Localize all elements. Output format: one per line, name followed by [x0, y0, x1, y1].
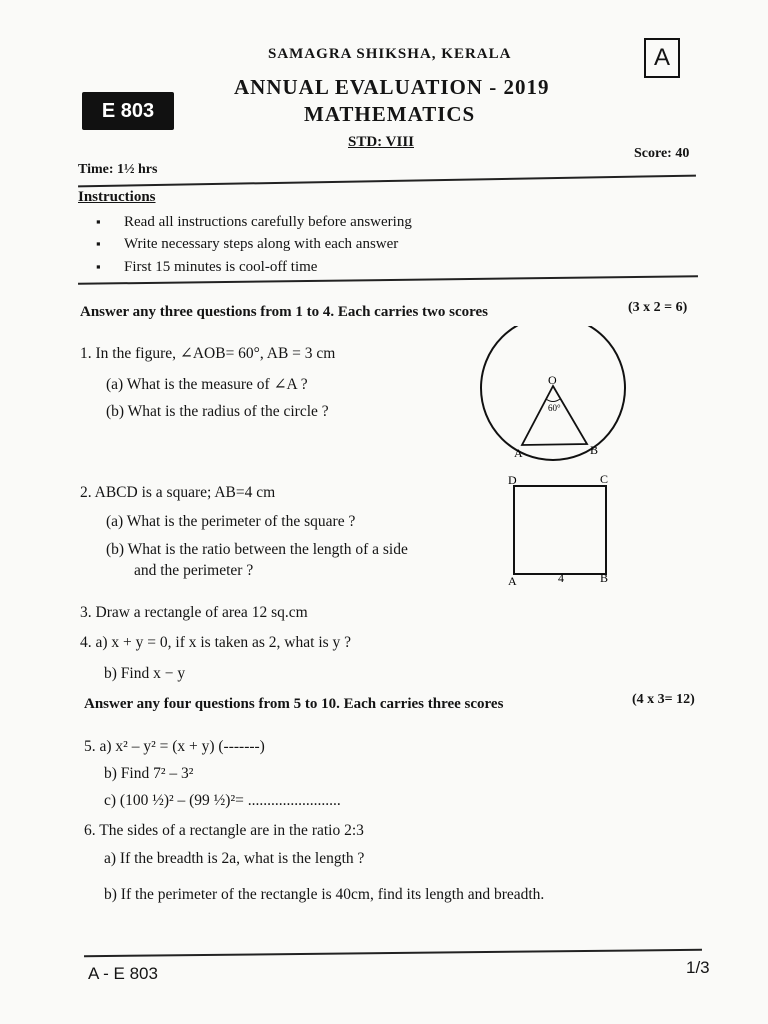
exam-title: ANNUAL EVALUATION - 2019 — [234, 75, 550, 99]
footer-paper-code: A - E 803 — [88, 964, 158, 983]
q5-part-c: c) (100 ½)² – (99 ½)²= ........................ — [104, 792, 341, 809]
q2-stem: 2. ABCD is a square; AB=4 cm — [80, 484, 276, 501]
circle-outline — [481, 326, 625, 460]
subject-title: MATHEMATICS — [304, 102, 476, 126]
q1-stem: 1. In the figure, ∠AOB= 60°, AB = 3 cm — [80, 345, 336, 362]
standard-label: STD: VIII — [348, 134, 414, 150]
q4-part-a: 4. a) x + y = 0, if x is taken as 2, what is y ? — [80, 634, 352, 651]
label-a: A — [508, 574, 517, 588]
instruction-item — [98, 236, 398, 253]
label-b: B — [590, 443, 599, 457]
q1-part-b: (b) What is the radius of the circle ? — [106, 403, 329, 420]
q5-part-b: b) Find 7² – 3² — [104, 765, 194, 782]
instruction-text: Write necessary steps along with each answer — [124, 236, 399, 252]
instructions-heading: Instructions — [78, 189, 156, 205]
q6-stem: 6. The sides of a rectangle are in the ratio 2:3 — [84, 822, 364, 839]
section2-heading: Answer any four questions from 5 to 10. Each carries three scores — [84, 696, 504, 712]
q4-part-b: b) Find x − y — [104, 665, 186, 682]
label-o: O — [548, 373, 557, 387]
q6-part-b: b) If the perimeter of the rectangle is 40cm, find its length and breadth. — [104, 886, 545, 903]
section1-marks: (3 x 2 = 6) — [628, 300, 688, 315]
q2-square-figure — [500, 470, 620, 590]
score-label: Score: 40 — [634, 146, 690, 161]
instruction-item — [98, 214, 412, 231]
time-label: Time: 1½ hrs — [78, 162, 158, 177]
label-side: 4 — [558, 571, 564, 585]
q2-part-b-line2: and the perimeter ? — [134, 562, 254, 579]
section1-heading: Answer any three questions from 1 to 4. Each carries two scores — [80, 304, 489, 320]
q1-part-a: (a) What is the measure of ∠A ? — [106, 376, 308, 393]
q6-part-a: a) If the breadth is 2a, what is the length ? — [104, 850, 365, 867]
org-name: SAMAGRA SHIKSHA, KERALA — [268, 46, 512, 62]
instruction-text: Read all instructions carefully before answering — [124, 214, 412, 230]
label-angle: 60° — [548, 403, 561, 413]
q5-part-a: 5. a) x² – y² = (x + y) (-------) — [84, 738, 265, 755]
square-outline — [514, 486, 606, 574]
triangle-aob — [522, 386, 587, 445]
instruction-text: First 15 minutes is cool-off time — [124, 259, 318, 275]
question-set-box: A — [644, 38, 680, 78]
q2-part-b-line1: (b) What is the ratio between the length of a side — [106, 541, 408, 558]
q1-circle-figure — [478, 326, 630, 462]
label-a: A — [514, 446, 523, 460]
q2-part-a: (a) What is the perimeter of the square ? — [106, 513, 356, 530]
header-divider — [78, 175, 696, 188]
label-d: D — [508, 473, 517, 487]
page-number: 1/3 — [686, 958, 710, 977]
section2-marks: (4 x 3= 12) — [632, 692, 695, 707]
angle-arc — [546, 399, 560, 402]
instructions-divider — [78, 275, 698, 285]
label-b: B — [600, 571, 609, 585]
instruction-item — [98, 259, 317, 276]
paper-code-badge: E 803 — [82, 92, 174, 130]
footer-divider — [84, 949, 702, 957]
q3-stem: 3. Draw a rectangle of area 12 sq.cm — [80, 604, 308, 621]
label-c: C — [600, 472, 609, 486]
